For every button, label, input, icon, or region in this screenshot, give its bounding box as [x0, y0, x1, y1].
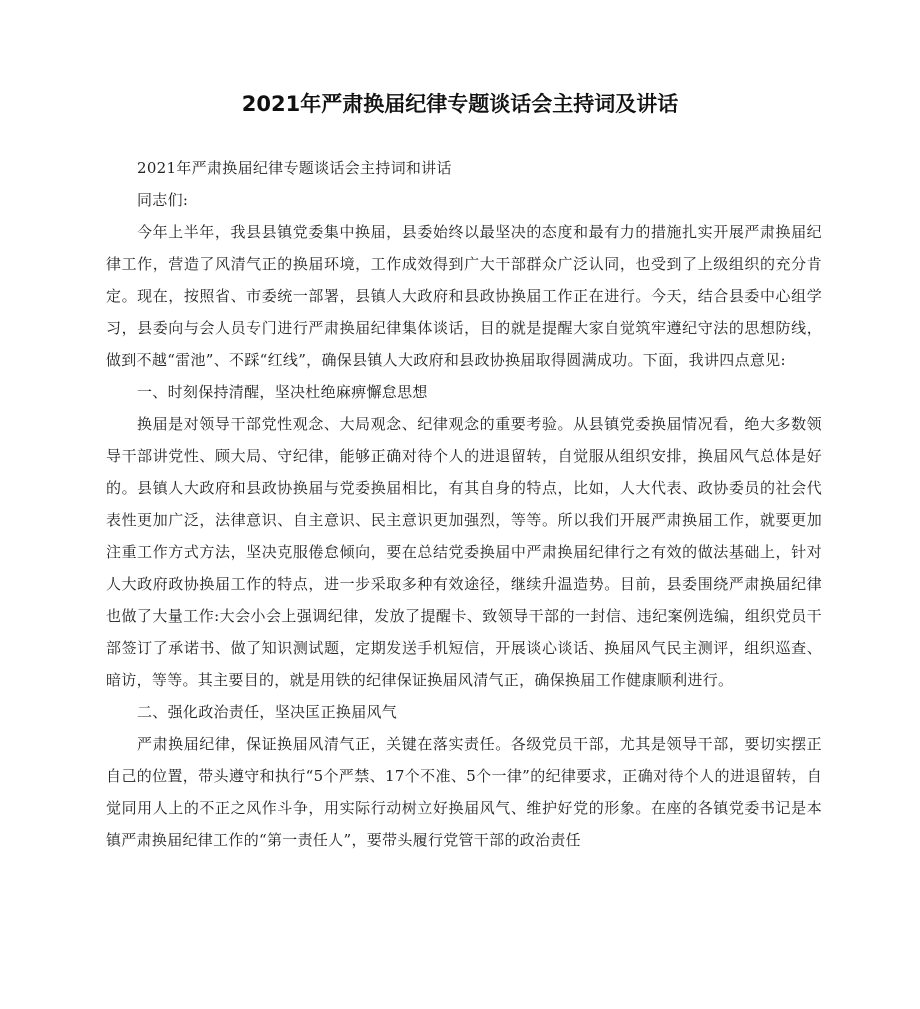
document-title: 2021年严肃换届纪律专题谈话会主持词及讲话	[241, 92, 679, 116]
document-body	[106, 152, 822, 856]
body-paragraph: 今年上半年，我县县镇党委集中换届，县委始终以最坚决的态度和最有力的措施扎实开展严肃换届纪律工作，营造了风清气正的换届环境，工作成效得到广大干部群众广泛认同，也受到了上级组织的充分肯定。现在，按照省、市委统一部署，县镇人大政府和县政协换届工作正在进行。今天，结合县委中心组学习，县委向与会人员专门进行严肃换届纪律集体谈话，目的就是提醒大家自觉筑牢遵纪守法的思想防线，做到不越“雷池”、不踩“红线”，确保县镇人大政府和县政协换届取得圆满成功。下面，我讲四点意见:	[106, 223, 822, 369]
subtitle-paragraph: 2021年严肃换届纪律专题谈话会主持词和讲话	[137, 159, 452, 177]
body-paragraph: 严肃换届纪律，保证换届风清气正，关键在落实责任。各级党员干部，尤其是领导干部，要切实摆正自己的位置，带头遵守和执行“5个严禁、17个不准、5个一律”的纪律要求，正确对待个人的进退留转，自觉同用人上的不正之风作斗争，用实际行动树立好换届风气、维护好党的形象。在座的各镇党委书记是本镇严肃换届纪律工作的“第一责任人”，要带头履行党管干部的政治责任	[106, 735, 822, 849]
section-heading: 二、强化政治责任，坚决匡正换届风气	[137, 703, 398, 721]
section-heading: 一、时刻保持清醒，坚决杜绝麻痹懈怠思想	[137, 383, 428, 401]
salutation-paragraph: 同志们:	[137, 191, 189, 209]
body-paragraph: 换届是对领导干部党性观念、大局观念、纪律观念的重要考验。从县镇党委换届情况看，绝大多数领导干部讲党性、顾大局、守纪律，能够正确对待个人的进退留转，自觉服从组织安排，换届风气总体是好的。县镇人大政府和县政协换届与党委换届相比，有其自身的特点，比如，人大代表、政协委员的社会代表性更加广泛，法律意识、自主意识、民主意识更加强烈，等等。所以我们开展严肃换届工作，就要更加注重工作方式方法，坚决克服倦怠倾向，要在总结党委换届中严肃换届纪律行之有效的做法基础上，针对人大政府政协换届工作的特点，进一步采取多种有效途径，继续升温造势。目前，县委围绕严肃换届纪律也做了大量工作:大会小会上强调纪律，发放了提醒卡、致领导干部的一封信、违纪案例选编，组织党员干部签订了承诺书、做了知识测试题，定期发送手机短信，开展谈心谈话、换届风气民主测评，组织巡查、暗访，等等。其主要目的，就是用铁的纪律保证换届风清气正，确保换届工作健康顺利进行。	[106, 415, 822, 689]
